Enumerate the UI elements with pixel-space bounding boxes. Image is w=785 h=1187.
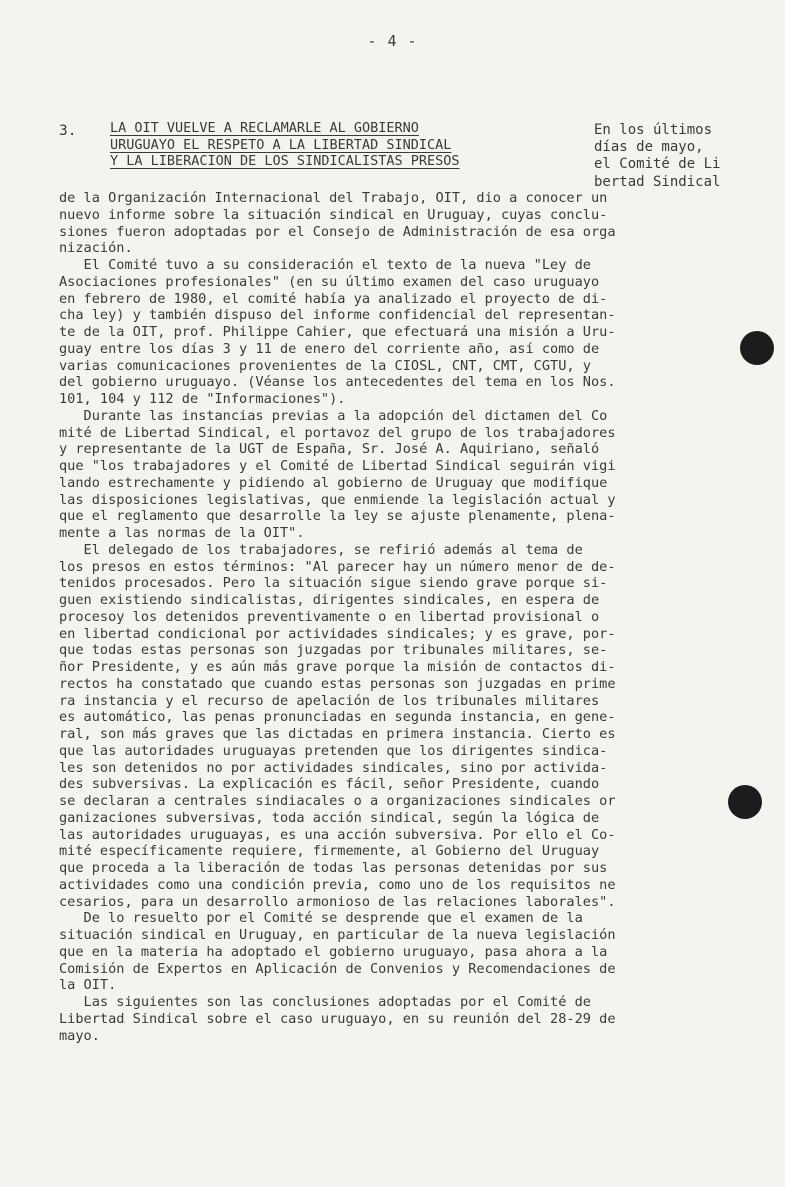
body-line: que en la materia ha adoptado el gobierno uruguayo, pasa ahora a la <box>59 943 608 960</box>
section-number: 3. <box>59 123 77 139</box>
body-line: nización. <box>59 240 133 257</box>
page-number: - 4 - <box>367 32 418 50</box>
body-line: cha ley) y también dispuso del informe confidencial del representan- <box>59 307 616 324</box>
margin-note-line: bertad Sindical <box>594 173 721 190</box>
punch-hole-bottom <box>728 785 762 819</box>
body-line: guen existiendo sindicalistas, dirigentes sindicales, en espera de <box>59 592 600 608</box>
section-heading <box>110 120 560 170</box>
heading-line: URUGUAYO EL RESPETO A LA LIBERTAD SINDICAL <box>110 136 452 153</box>
body-line: siones fueron adoptadas por el Consejo de Administración de esa orga <box>59 223 616 240</box>
margin-note <box>594 122 764 191</box>
body-line: mité específicamente requiere, firmemente, al Gobierno del Uruguay <box>59 843 600 860</box>
body-line: Comisión de Expertos en Aplicación de Convenios y Recomendaciones de <box>59 960 616 977</box>
heading-line: LA OIT VUELVE A RECLAMARLE AL GOBIERNO <box>110 120 419 136</box>
body-line: que proceda a la liberación de todas las personas detenidas por sus <box>59 860 608 876</box>
body-line: ral, son más graves que las dictadas en primera instancia. Cierto es <box>59 726 616 742</box>
body-line: ra instancia y el recurso de apelación de los tribunales militares <box>59 692 600 709</box>
margin-note-line: el Comité de Li <box>594 156 721 173</box>
body-line: ñor Presidente, y es aún más grave porque la misión de contactos di- <box>59 659 616 675</box>
body-line: nuevo informe sobre la situación sindical en Uruguay, cuyas conclu- <box>59 206 608 223</box>
body-line: Asociaciones profesionales" (en su último examen del caso uruguayo <box>59 273 600 290</box>
body-line: del gobierno uruguayo. (Véanse los antecedentes del tema en los Nos. <box>59 374 616 391</box>
body-line: mayo. <box>59 1027 100 1044</box>
body-line: ganizaciones subversivas, toda acción sindical, según la lógica de <box>59 809 600 826</box>
body-line: de la Organización Internacional del Trabajo, OIT, dio a conocer un <box>59 190 608 206</box>
body-line: que el reglamento que desarrolle la ley se ajuste plenamente, plena- <box>59 508 616 525</box>
body-line: las disposiciones legislativas, que enmiende la legislación actual y <box>59 491 616 508</box>
body-line: El delegado de los trabajadores, se refirió además al tema de <box>59 541 583 558</box>
body-line: les son detenidos no por actividades sindicales, sino por activida- <box>59 759 608 776</box>
body-line: te de la OIT, prof. Philippe Cahier, que efectuará una misión a Uru- <box>59 324 616 340</box>
body-line: Las siguientes son las conclusiones adoptadas por el Comité de <box>59 994 591 1010</box>
body-line: es automático, las penas pronunciadas en segunda instancia, en gene- <box>59 709 616 726</box>
body-line: en libertad condicional por actividades sindicales; y es grave, por- <box>59 625 616 642</box>
heading-line: Y LA LIBERACION DE LOS SINDICALISTAS PRESOS <box>110 153 460 169</box>
body-line: mente a las normas de la OIT". <box>59 525 305 541</box>
body-line: los presos en estos términos: "Al parecer hay un número menor de de- <box>59 558 616 575</box>
body-line: que las autoridades uruguayas pretenden que los dirigentes sindica- <box>59 742 608 759</box>
body-line: Durante las instancias previas a la adopción del dictamen del Co <box>59 407 608 424</box>
body-line: las autoridades uruguayas, es una acción subversiva. Por ello el Co- <box>59 826 616 843</box>
punch-hole-top <box>740 331 774 365</box>
body-line: se declaran a centrales sindiacales o a organizaciones sindicales or <box>59 793 616 809</box>
body-line: y representante de la UGT de España, Sr. José A. Aquiriano, señaló <box>59 441 600 458</box>
body-line: El Comité tuvo a su consideración el texto de la nueva "Ley de <box>59 257 591 273</box>
body-line: Libertad Sindical sobre el caso uruguayo, en su reunión del 28-29 de <box>59 1010 616 1027</box>
margin-note-line: En los últimos <box>594 122 713 138</box>
body-line: varias comunicaciones provenientes de la CIOSL, CNT, CMT, CGTU, y <box>59 357 591 374</box>
body-line: guay entre los días 3 y 11 de enero del corriente año, así como de <box>59 340 600 357</box>
body-line: tenidos procesados. Pero la situación sigue siendo grave porque si- <box>59 575 608 592</box>
body-line: la OIT. <box>59 977 117 994</box>
body-line: lando estrechamente y pidiendo al gobierno de Uruguay que modifique <box>59 474 608 491</box>
body-line: actividades como una condición previa, como uno de los requisitos ne <box>59 876 616 893</box>
body-line: des subversivas. La explicación es fácil, señor Presidente, cuando <box>59 776 600 793</box>
margin-note-line: días de mayo, <box>594 139 704 156</box>
body-line: en febrero de 1980, el comité había ya analizado el proyecto de di- <box>59 290 608 307</box>
body-line: mité de Libertad Sindical, el portavoz del grupo de los trabajadores <box>59 424 616 441</box>
body-line: De lo resuelto por el Comité se desprende que el examen de la <box>59 910 583 927</box>
body-text <box>59 190 749 1044</box>
body-line: cesarios, para un desarrollo armonioso de las relaciones laborales". <box>59 893 616 910</box>
body-line: situación sindical en Uruguay, en particular de la nueva legislación <box>59 927 616 943</box>
body-line: 101, 104 y 112 de "Informaciones"). <box>59 391 346 407</box>
body-line: que todas estas personas son juzgadas por tribunales militares, se- <box>59 642 608 659</box>
body-line: rectos ha constatado que cuando estas personas son juzgadas en prime <box>59 675 616 692</box>
body-line: que "los trabajadores y el Comité de Libertad Sindical seguirán vigi <box>59 458 616 474</box>
body-line: procesoy los detenidos preventivamente o en libertad provisional o <box>59 608 600 625</box>
